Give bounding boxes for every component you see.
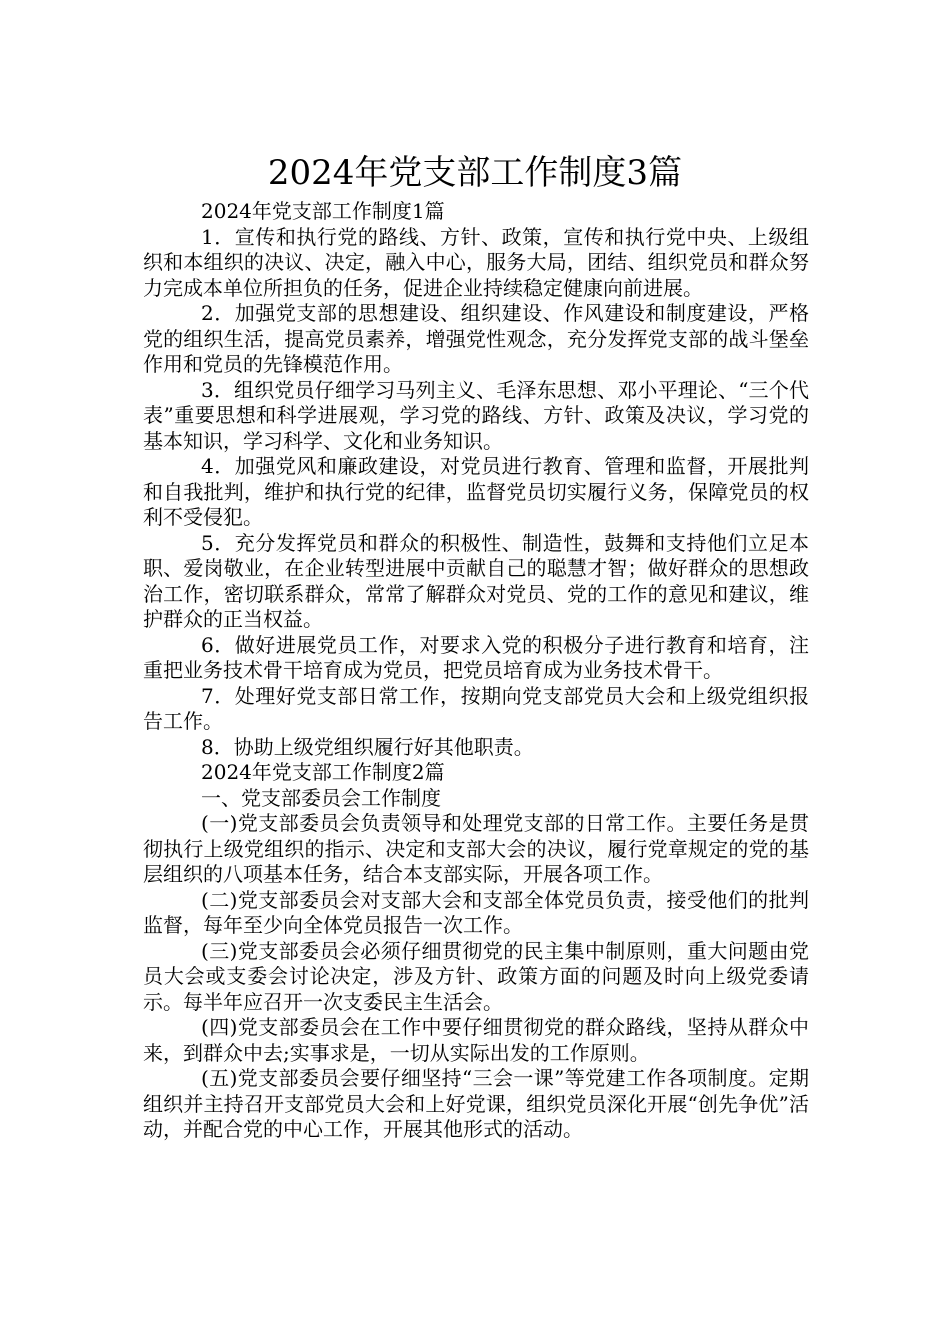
- paragraph-clause-4: (四)党支部委员会在工作中要仔细贯彻党的群众路线，坚持从群众中来，到群众中去;实事求是，一切从实际出发的工作原则。: [143, 1015, 809, 1065]
- paragraph-item-5: 5．充分发挥党员和群众的积极性、制造性，鼓舞和支持他们立足本职、爱岗敬业，在企业转型进展中贡献自己的聪慧才智；做好群众的思想政治工作，密切联系群众，常常了解群众对党员、党的工作的意见和建议，维护群众的正当权益。: [143, 530, 809, 631]
- paragraph-item-3: 3．组织党员仔细学习马列主义、毛泽东思想、邓小平理论、“三个代表”重要思想和科学进展观，学习党的路线、方针、政策及决议，学习党的基本知识，学习科学、文化和业务知识。: [143, 377, 809, 453]
- paragraph-item-4: 4．加强党风和廉政建设，对党员进行教育、管理和监督，开展批判和自我批判，维护和执行党的纪律，监督党员切实履行义务，保障党员的权利不受侵犯。: [143, 454, 809, 529]
- document-body: [143, 199, 809, 1143]
- paragraph-clause-5: (五)党支部委员会要仔细坚持“三会一课”等党建工作各项制度。定期组织并主持召开支部党员大会和上好党课，组织党员深化开展“创先争优”活动，并配合党的中心工作，开展其他形式的活动。: [143, 1066, 809, 1141]
- paragraph-item-1: 1．宣传和执行党的路线、方针、政策，宣传和执行党中央、上级组织和本组织的决议、决定，融入中心，服务大局，团结、组织党员和群众努力完成本单位所担负的任务，促进企业持续稳定健康向前进展。: [143, 224, 809, 300]
- paragraph-item-6: 6．做好进展党员工作，对要求入党的积极分子进行教育和培育，注重把业务技术骨干培育成为党员，把党员培育成为业务技术骨干。: [143, 632, 809, 682]
- paragraph-clause-3: (三)党支部委员会必须仔细贯彻党的民主集中制原则，重大问题由党员大会或支委会讨论决定，涉及方针、政策方面的问题及时向上级党委请示。每半年应召开一次支委民主生活会。: [143, 938, 809, 1014]
- document-title: 2024年党支部工作制度3篇: [267, 152, 683, 193]
- subsection-heading: 一、党支部委员会工作制度: [201, 785, 441, 810]
- paragraph-item-2: 2．加强党支部的思想建设、组织建设、作风建设和制度建设，严格党的组织生活，提高党员素养，增强党性观念，充分发挥党支部的战斗堡垒作用和党员的先锋模范作用。: [143, 301, 809, 376]
- paragraph-clause-2: (二)党支部委员会对支部大会和支部全体党员负责，接受他们的批判监督，每年至少向全体党员报告一次工作。: [143, 887, 809, 937]
- section-heading-2: 2024年党支部工作制度2篇: [201, 760, 445, 784]
- paragraph-clause-1: (一)党支部委员会负责领导和处理党支部的日常工作。主要任务是贯彻执行上级党组织的指示、决定和支部大会的决议，履行党章规定的党的基层组织的八项基本任务，结合本支部实际，开展各项工作。: [143, 811, 809, 886]
- paragraph-item-7: 7．处理好党支部日常工作，按期向党支部党员大会和上级党组织报告工作。: [143, 683, 809, 733]
- paragraph-item-8: 8．协助上级党组织履行好其他职责。: [201, 734, 534, 759]
- section-heading-1: 2024年党支部工作制度1篇: [201, 199, 445, 223]
